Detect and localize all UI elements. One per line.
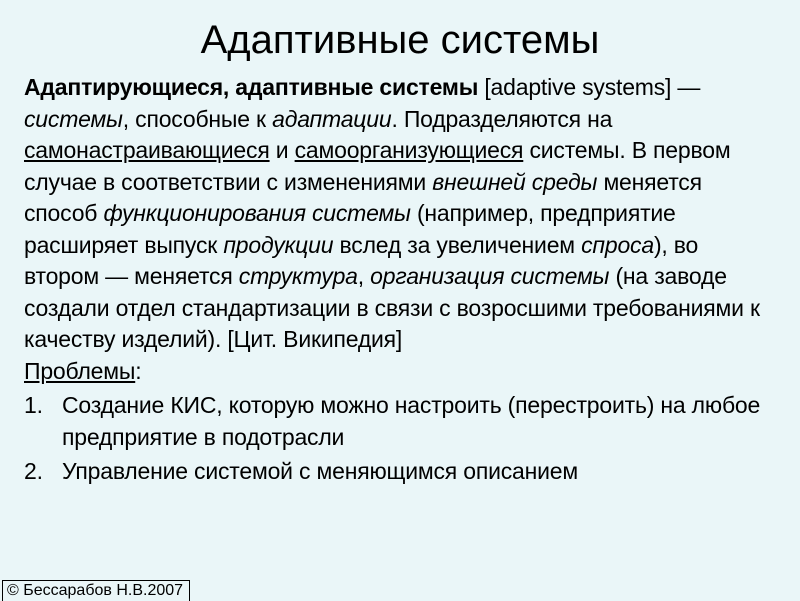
problems-colon: : [135,357,142,384]
demand-term: спроса [581,231,654,258]
text-segment: (на заводе создали отдел стандартизации в связи с возросшими требованиями к качеству изделий). [Цит. Википедия] [24,263,760,352]
list-number: 1. [24,392,43,418]
slide-title: Адаптивные системы [200,18,600,62]
slide-body [24,72,776,488]
self-organizing-link: самоорганизующиеся [294,137,524,163]
text-segment: ), во втором — меняется [24,231,699,289]
text-segment: , [357,263,371,289]
problems-heading [24,356,776,388]
structure-term: структура [238,263,358,289]
list-item [24,456,776,488]
self-tuning-link: самонастраивающиеся [24,137,270,163]
list-item-text: Создание КИС, которую можно настроить (перестроить) на любое предприятие в подотрасли [62,392,761,450]
adaptation-word: адаптации [272,105,392,132]
functioning-term: функционирования системы [103,200,411,226]
list-number: 2. [24,458,43,484]
definition-term: Адаптирующиеся, адаптивные системы [24,74,479,100]
english-term: [adaptive systems] — [478,74,701,100]
external-env-term: внешней среды [432,168,598,195]
text-segment: вслед за увеличением [333,231,582,258]
list-item-text: Управление системой с меняющимся описанием [62,458,578,484]
list-item [24,390,776,453]
organization-term: организация системы [370,263,610,289]
text-segment: меняется способ [24,168,702,226]
text-segment: системы. В первом случае в соответствии с изменениями [24,137,731,195]
systems-word: системы [24,105,123,132]
problems-list [24,390,776,488]
text-segment: (например, предприятие расширяет выпуск [24,200,676,258]
text-segment: и [269,137,295,163]
text-segment: . Подразделяются на [391,105,613,132]
products-term: продукции [223,231,334,258]
text-segment: , способные к [122,105,273,132]
problems-label: Проблемы [24,357,136,384]
definition-paragraph [24,72,776,356]
copyright-footer: © Бессарабов Н.В.2007 [2,580,190,601]
